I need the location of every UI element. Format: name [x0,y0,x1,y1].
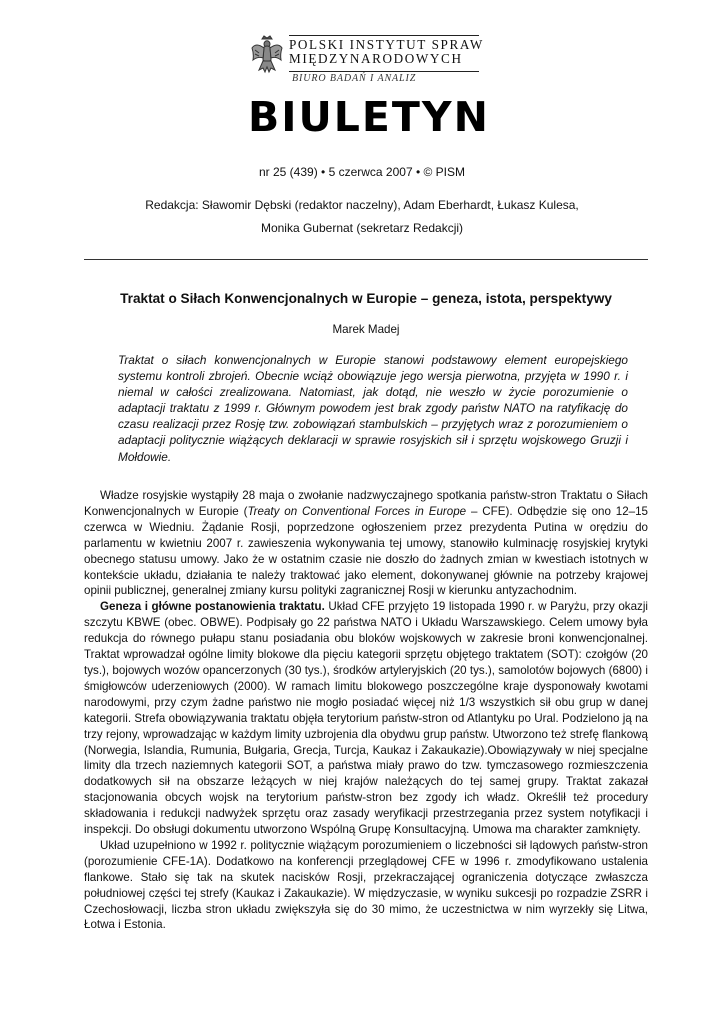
department-name: BIURO BADAŃ I ANALIZ [292,73,417,84]
editorial-board [90,194,634,240]
institute-top-rule [289,35,479,36]
institute-line-1: POLSKI INSTYTUT SPRAW [289,37,484,52]
issue-line: nr 25 (439) • 5 czerwca 2007 • © PISM [259,165,465,179]
editors-line-2: Monika Gubernat (sekretarz Redakcji) [260,221,464,235]
article-title: Traktat o Siłach Konwencjonalnych w Europie – geneza, istota, perspektywy [120,291,612,306]
paragraph-1-part-2: – CFE). Odbędzie się ono 12–15 czerwca w Wiedniu. Żądanie Rosji, poprzedzone ogłoszeniem przez prezydenta Putina w orędziu do parlamentu w kwietniu 2007 r. zawieszenia wykonywania tej umowy, stanowiło kulminację rosyjskiej krytyki obecnego statusu umowy. Jako że w ostatnim czasie nie doszło do żadnych zmian w kwestiach istotnych w kontekście układu, działania te należy traktować jako element, dokonywanej głównie na potrzeby krajowej opinii publicznej, generalnej zmiany kursu polityki zagranicznej Rosji w kierunku antyzachodnim. [84,504,648,598]
paragraph-1-italic: Treaty on Conventional Forces in Europe [247,504,467,518]
article-abstract: Traktat o siłach konwencjonalnych w Europie stanowi podstawowy element europejskiego systemu kontroli zbrojeń. Obecnie wciąż obowiązuje jego wersja pierwotna, przyjęta w 1990 r. i niemal w całości zrealizowana. Natomiast, jak dotąd, nie weszło w życie porozumienie o adaptacji traktatu z 1999 r. Głównym powodem jest brak zgody państw NATO na ratyfikację do czasu realizacji przez Rosję tzw. zobowiązań stambulskich – przyjętych wraz z porozumieniem o adaptacji politycznie wiążących deklaracji w sprawie rosyjskich sił i sprzętu wojskowego Gruzji i Mołdowie. [118,353,628,464]
paragraph-1-part-1: Władze rosyjskie wystąpiły 28 maja o zwołanie nadzwyczajnego spotkania państw-stron Traktatu o Siłach Konwencjonalnych w Europie ( [84,489,648,518]
paragraph-1 [84,488,648,599]
paragraph-2 [84,599,648,838]
institute-bottom-rule [289,71,479,72]
section-heading-genesis: Geneza i główne postanowienia traktatu. [100,600,325,614]
publication-title: BIULETYN [248,93,490,141]
article-author: Marek Madej [332,323,400,336]
paragraph-2-text: Układ CFE przyjęto 19 listopada 1990 r. w Paryżu, przy okazji szczytu KBWE (obec. OBWE). Podpisały go 22 państwa NATO i Układu Warszawskiego. Celem umowy była redukcja do równego pułapu stanu posiadania obu bloków wojskowych w zakresie broni konwencjonalnej. Traktat wprowadzał ogólne limity blokowe dla pięciu kategorii sprzętu objętego traktatem (SOT): czołgów (20 tys.), bojowych wozów opancerzonych (30 tys.), środków artyleryjskich (20 tys.), samolotów bojowych (6800) i śmigłowców uderzeniowych (2000). W ramach limitu blokowego poszczególne kraje dysponowały kwotami narodowymi, przy czym żadne państwo nie mogło posiadać więcej niż 1/3 wszystkich sił obu grup w danej kategorii. Strefa obowiązywania traktatu objęła terytorium państw-stron od Atlantyku po Ural. Podzielono ją na trzy rejony, wprowadzając w każdym limity uzbrojenia dla obydwu grup państw. Utworzono też strefę flankową (Norwegia, Islandia, Rumunia, Bułgaria, Grecja, Turcja, Kaukaz i Zakaukazie).Obowiązywały w niej specjalne limity dla trzech naziemnych kategorii SOT, a państwa miały prawo do tzw. tymczasowego rozmieszczenia dodatkowych sił na obszarze leżących w niej krajów należących do tej samej grupy. Traktat zakazał stacjonowania obcych wojsk na terytorium państw-stron bez zgody ich władz. Określił też procedury składowania i redukcji nadwyżek sprzętu oraz zasady weryfikacji przestrzegania przez system notyfikacji i inspekcji. Do obsługi dokumentu utworzono Wspólną Grupę Konsultacyjną. Umowa ma charakter zamknięty. [84,600,648,837]
institute-line-2: MIĘDZYNARODOWYCH [289,51,463,66]
header-divider [84,259,648,260]
paragraph-3: Układ uzupełniono w 1992 r. politycznie wiążącym porozumieniem o liczebności sił lądowych państw-stron (porozumienie CFE-1A). Dodatkowo na konferencji przeglądowej CFE w 1996 r. zmodyfikowano ustalenia flankowe. Stało się tak na skutek nacisków Rosji, przekraczającej ograniczenia dotyczące zwłaszcza południowej części tej strefy (Kaukaz i Zakaukazie). W międzyczasie, w wyniku sukcesji po rozpadzie ZSRR i Czechosłowacji, liczba stron układu zwiększyła się do 30 mimo, że uczestnictwa w nim wyrzekły się Litwa, Łotwa i Estonia. [84,838,648,932]
editors-line-1: Redakcja: Sławomir Dębski (redaktor naczelny), Adam Eberhardt, Łukasz Kulesa, [145,198,579,212]
article-body [84,488,648,933]
polish-eagle-emblem-icon [250,34,284,76]
institute-name [289,38,484,66]
